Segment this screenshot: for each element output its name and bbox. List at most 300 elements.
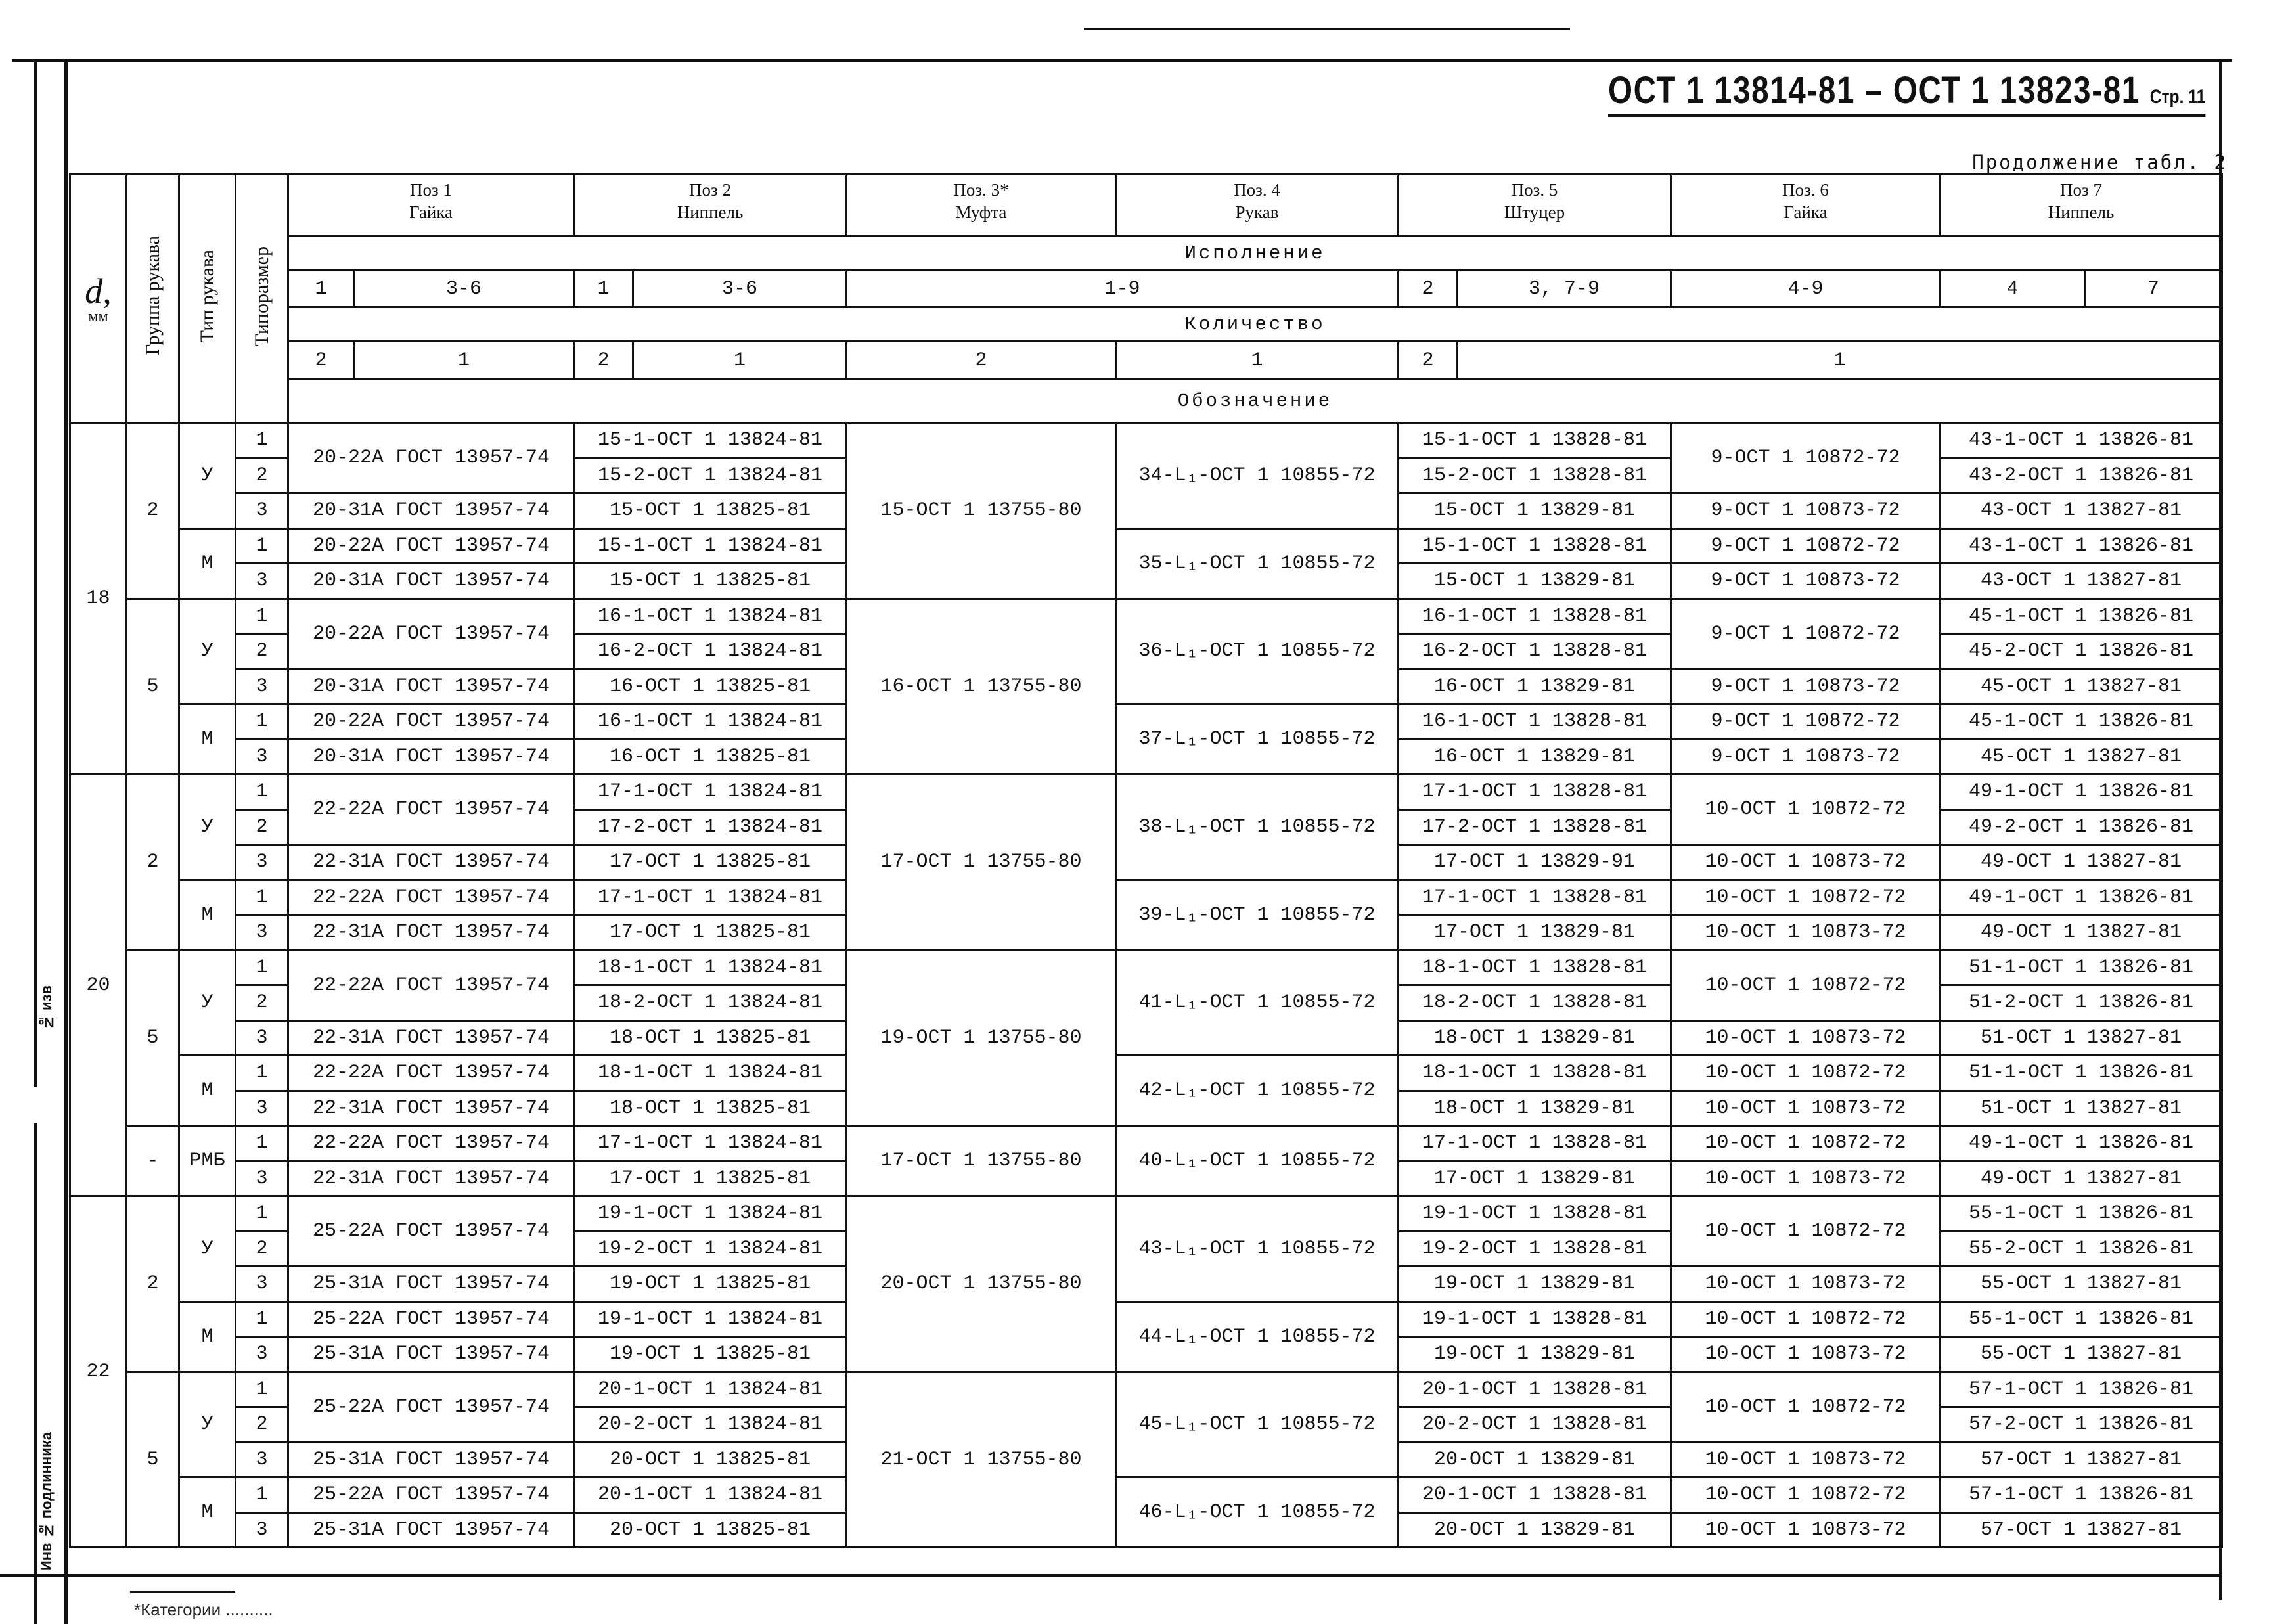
pos-3-number: Поз. 3* <box>953 180 1009 200</box>
qty-cell: 2 <box>1399 342 1458 380</box>
pos-1-number: Поз 1 <box>410 180 452 200</box>
exec-cell: 4 <box>1940 271 2085 307</box>
cell-p2: 18-ОСТ 1 13825-81 <box>574 1020 847 1056</box>
cell-p5: 16-2-ОСТ 1 13828-81 <box>1399 634 1671 669</box>
cell-p5: 20-ОСТ 1 13829-81 <box>1399 1442 1671 1477</box>
cell-s: 1 <box>236 1196 288 1232</box>
cell-p4: 36-L₁-ОСТ 1 10855-72 <box>1116 598 1399 704</box>
cell-p5: 18-1-ОСТ 1 13828-81 <box>1399 1056 1671 1091</box>
cell-t: У <box>179 423 236 529</box>
cell-p5: 17-ОСТ 1 13829-81 <box>1399 915 1671 951</box>
cell-p2: 20-2-ОСТ 1 13824-81 <box>574 1407 847 1443</box>
cell-p1: 22-22А ГОСТ 13957-74 <box>288 950 574 1020</box>
cell-p4: 45-L₁-ОСТ 1 10855-72 <box>1116 1372 1399 1477</box>
cell-s: 3 <box>236 564 288 599</box>
cell-s: 3 <box>236 1337 288 1372</box>
cell-p7: 49-2-ОСТ 1 13826-81 <box>1940 809 2222 845</box>
cell-t: М <box>179 1477 236 1548</box>
cell-p3: 17-ОСТ 1 13755-80 <box>847 775 1116 951</box>
exec-cell: 3-6 <box>354 271 574 307</box>
exec-cell: 1 <box>288 271 354 307</box>
pos-5-header <box>1399 175 1671 237</box>
cell-p7: 49-ОСТ 1 13827-81 <box>1940 1161 2222 1196</box>
cell-p5: 19-ОСТ 1 13829-81 <box>1399 1267 1671 1302</box>
cell-s: 3 <box>236 1161 288 1196</box>
cell-p4: 35-L₁-ОСТ 1 10855-72 <box>1116 528 1399 598</box>
cell-p4: 40-L₁-ОСТ 1 10855-72 <box>1116 1126 1399 1196</box>
cell-t: У <box>179 598 236 704</box>
cell-p4: 46-L₁-ОСТ 1 10855-72 <box>1116 1477 1399 1548</box>
table-row <box>70 1056 2222 1091</box>
cell-p3: 20-ОСТ 1 13755-80 <box>847 1196 1116 1372</box>
cell-p4: 37-L₁-ОСТ 1 10855-72 <box>1116 704 1399 775</box>
cell-p1: 22-31А ГОСТ 13957-74 <box>288 915 574 951</box>
cell-p7: 45-1-ОСТ 1 13826-81 <box>1940 598 2222 634</box>
section-execution: Исполнение <box>288 237 2222 271</box>
cell-p5: 19-1-ОСТ 1 13828-81 <box>1399 1301 1671 1337</box>
cell-p2: 19-1-ОСТ 1 13824-81 <box>574 1196 847 1232</box>
cell-p6: 10-ОСТ 1 10873-72 <box>1671 1091 1940 1126</box>
cell-p4: 39-L₁-ОСТ 1 10855-72 <box>1116 880 1399 950</box>
left-frame-line <box>64 59 68 1624</box>
cell-p6: 10-ОСТ 1 10873-72 <box>1671 1161 1940 1196</box>
cell-s: 1 <box>236 528 288 564</box>
cell-g: - <box>127 1126 179 1196</box>
cell-p7: 57-2-ОСТ 1 13826-81 <box>1940 1407 2222 1443</box>
pos-1-header <box>288 175 574 237</box>
cell-p4: 34-L₁-ОСТ 1 10855-72 <box>1116 423 1399 529</box>
cell-p5: 19-ОСТ 1 13829-81 <box>1399 1337 1671 1372</box>
cell-g: 5 <box>127 950 179 1126</box>
cell-p2: 17-1-ОСТ 1 13824-81 <box>574 775 847 810</box>
cell-s: 2 <box>236 1407 288 1443</box>
cell-p7: 45-ОСТ 1 13827-81 <box>1940 739 2222 775</box>
cell-p4: 38-L₁-ОСТ 1 10855-72 <box>1116 775 1399 880</box>
footnote-rule <box>130 1591 235 1593</box>
cell-p4: 42-L₁-ОСТ 1 10855-72 <box>1116 1056 1399 1126</box>
cell-p2: 18-1-ОСТ 1 13824-81 <box>574 1056 847 1091</box>
cell-t: М <box>179 880 236 950</box>
cell-s: 2 <box>236 458 288 493</box>
cell-s: 1 <box>236 1126 288 1162</box>
cell-p2: 16-2-ОСТ 1 13824-81 <box>574 634 847 669</box>
cell-p6: 10-ОСТ 1 10873-72 <box>1671 1512 1940 1548</box>
cell-s: 1 <box>236 598 288 634</box>
cell-t: У <box>179 775 236 880</box>
cell-p2: 19-2-ОСТ 1 13824-81 <box>574 1231 847 1267</box>
cell-s: 3 <box>236 1091 288 1126</box>
cell-s: 3 <box>236 845 288 880</box>
cell-p6: 10-ОСТ 1 10872-72 <box>1671 775 1940 845</box>
cell-p7: 45-2-ОСТ 1 13826-81 <box>1940 634 2222 669</box>
table-row <box>70 423 2222 459</box>
cell-p2: 20-1-ОСТ 1 13824-81 <box>574 1477 847 1513</box>
exec-cell: 1 <box>574 271 633 307</box>
cell-p5: 16-1-ОСТ 1 13828-81 <box>1399 598 1671 634</box>
cell-p6: 9-ОСТ 1 10872-72 <box>1671 598 1940 669</box>
cell-s: 2 <box>236 1231 288 1267</box>
cell-p2: 16-1-ОСТ 1 13824-81 <box>574 598 847 634</box>
cell-t: М <box>179 528 236 598</box>
cell-p6: 10-ОСТ 1 10873-72 <box>1671 1442 1940 1477</box>
exec-cell: 4-9 <box>1671 271 1940 307</box>
cell-s: 2 <box>236 985 288 1021</box>
cell-p7: 51-2-ОСТ 1 13826-81 <box>1940 985 2222 1021</box>
cell-d: 18 <box>70 423 127 775</box>
header-row-designation-title <box>70 380 2222 423</box>
exec-cell: 3, 7-9 <box>1458 271 1671 307</box>
cell-p5: 17-2-ОСТ 1 13828-81 <box>1399 809 1671 845</box>
cell-p4: 44-L₁-ОСТ 1 10855-72 <box>1116 1301 1399 1372</box>
cell-p2: 20-ОСТ 1 13825-81 <box>574 1512 847 1548</box>
cell-p1: 25-31А ГОСТ 13957-74 <box>288 1442 574 1477</box>
cell-s: 3 <box>236 669 288 704</box>
cell-s: 3 <box>236 493 288 529</box>
cell-p5: 15-ОСТ 1 13829-81 <box>1399 564 1671 599</box>
cell-p2: 16-ОСТ 1 13825-81 <box>574 739 847 775</box>
cell-t: У <box>179 1372 236 1477</box>
pos-2-name: Ниппель <box>677 202 744 222</box>
cell-p1: 25-31А ГОСТ 13957-74 <box>288 1267 574 1302</box>
exec-cell: 7 <box>2085 271 2222 307</box>
cell-p6: 10-ОСТ 1 10872-72 <box>1671 1126 1940 1162</box>
cell-p1: 22-22А ГОСТ 13957-74 <box>288 880 574 915</box>
cell-p5: 16-ОСТ 1 13829-81 <box>1399 669 1671 704</box>
cell-p5: 20-ОСТ 1 13829-81 <box>1399 1512 1671 1548</box>
cell-p6: 10-ОСТ 1 10872-72 <box>1671 1477 1940 1513</box>
cell-p7: 51-ОСТ 1 13827-81 <box>1940 1091 2222 1126</box>
cell-p5: 19-2-ОСТ 1 13828-81 <box>1399 1231 1671 1267</box>
exec-cell: 2 <box>1399 271 1458 307</box>
cell-p1: 22-22А ГОСТ 13957-74 <box>288 775 574 845</box>
col-header-group <box>127 175 179 423</box>
cell-s: 1 <box>236 1477 288 1513</box>
cell-p5: 19-1-ОСТ 1 13828-81 <box>1399 1196 1671 1232</box>
cell-p6: 10-ОСТ 1 10873-72 <box>1671 1337 1940 1372</box>
pos-7-header <box>1940 175 2222 237</box>
cell-p5: 17-ОСТ 1 13829-91 <box>1399 845 1671 880</box>
table-row <box>70 1372 2222 1407</box>
size-label: Типоразмер <box>250 246 273 346</box>
cell-p5: 18-ОСТ 1 13829-81 <box>1399 1091 1671 1126</box>
cell-p7: 43-2-ОСТ 1 13826-81 <box>1940 458 2222 493</box>
cell-p6: 10-ОСТ 1 10873-72 <box>1671 1020 1940 1056</box>
cell-p6: 9-ОСТ 1 10873-72 <box>1671 564 1940 599</box>
cell-p5: 17-1-ОСТ 1 13828-81 <box>1399 880 1671 915</box>
cell-p1: 20-22А ГОСТ 13957-74 <box>288 704 574 740</box>
cell-p6: 9-ОСТ 1 10872-72 <box>1671 704 1940 740</box>
cell-p2: 15-2-ОСТ 1 13824-81 <box>574 458 847 493</box>
cell-p1: 22-31А ГОСТ 13957-74 <box>288 1161 574 1196</box>
cell-p7: 51-1-ОСТ 1 13826-81 <box>1940 1056 2222 1091</box>
cell-p6: 10-ОСТ 1 10872-72 <box>1671 950 1940 1020</box>
pos-6-name: Гайка <box>1783 202 1828 222</box>
cell-p7: 57-1-ОСТ 1 13826-81 <box>1940 1477 2222 1513</box>
pos-3-name: Муфта <box>955 202 1007 222</box>
cell-p6: 9-ОСТ 1 10873-72 <box>1671 739 1940 775</box>
cell-p1: 20-31А ГОСТ 13957-74 <box>288 669 574 704</box>
cell-p6: 10-ОСТ 1 10873-72 <box>1671 915 1940 951</box>
cell-p7: 55-ОСТ 1 13827-81 <box>1940 1337 2222 1372</box>
cell-t: У <box>179 950 236 1056</box>
qty-cell: 1 <box>633 342 847 380</box>
cell-p3: 17-ОСТ 1 13755-80 <box>847 1126 1116 1196</box>
cell-p5: 15-2-ОСТ 1 13828-81 <box>1399 458 1671 493</box>
cell-p7: 55-2-ОСТ 1 13826-81 <box>1940 1231 2222 1267</box>
pos-4-header <box>1116 175 1399 237</box>
cell-p2: 20-ОСТ 1 13825-81 <box>574 1442 847 1477</box>
cell-p1: 25-22А ГОСТ 13957-74 <box>288 1372 574 1442</box>
cell-p5: 20-1-ОСТ 1 13828-81 <box>1399 1477 1671 1513</box>
cell-p2: 15-1-ОСТ 1 13824-81 <box>574 423 847 459</box>
top-frame-line <box>12 59 2232 62</box>
cell-p2: 17-1-ОСТ 1 13824-81 <box>574 1126 847 1162</box>
cell-p6: 9-ОСТ 1 10873-72 <box>1671 493 1940 529</box>
cell-p2: 18-2-ОСТ 1 13824-81 <box>574 985 847 1021</box>
cell-t: М <box>179 704 236 775</box>
cell-p1: 20-31А ГОСТ 13957-74 <box>288 564 574 599</box>
cell-p6: 10-ОСТ 1 10872-72 <box>1671 1301 1940 1337</box>
cell-p1: 22-31А ГОСТ 13957-74 <box>288 845 574 880</box>
table-row <box>70 1196 2222 1232</box>
cell-p2: 15-1-ОСТ 1 13824-81 <box>574 528 847 564</box>
cell-p2: 15-ОСТ 1 13825-81 <box>574 493 847 529</box>
cell-t: РМБ <box>179 1126 236 1196</box>
cell-s: 1 <box>236 950 288 985</box>
type-label: Тип рукава <box>196 249 218 343</box>
cell-p5: 18-1-ОСТ 1 13828-81 <box>1399 950 1671 985</box>
cell-d: 20 <box>70 775 127 1196</box>
cell-p7: 43-ОСТ 1 13827-81 <box>1940 493 2222 529</box>
cell-p5: 17-1-ОСТ 1 13828-81 <box>1399 775 1671 810</box>
pos-2-header <box>574 175 847 237</box>
cell-p7: 55-1-ОСТ 1 13826-81 <box>1940 1301 2222 1337</box>
specification-table <box>69 173 2223 1548</box>
cell-p6: 9-ОСТ 1 10872-72 <box>1671 423 1940 493</box>
header-row-quantity-title <box>70 307 2222 342</box>
cell-p7: 43-1-ОСТ 1 13826-81 <box>1940 423 2222 459</box>
cell-p5: 20-1-ОСТ 1 13828-81 <box>1399 1372 1671 1407</box>
cell-s: 2 <box>236 634 288 669</box>
table-row <box>70 1301 2222 1337</box>
cell-p7: 51-1-ОСТ 1 13826-81 <box>1940 950 2222 985</box>
exec-cell: 3-6 <box>633 271 847 307</box>
cell-p4: 41-L₁-ОСТ 1 10855-72 <box>1116 950 1399 1056</box>
pos-7-number: Поз 7 <box>2060 180 2102 200</box>
cell-s: 3 <box>236 915 288 951</box>
cell-p2: 16-ОСТ 1 13825-81 <box>574 669 847 704</box>
cell-p2: 18-1-ОСТ 1 13824-81 <box>574 950 847 985</box>
cell-p1: 20-31А ГОСТ 13957-74 <box>288 493 574 529</box>
d-symbol: d, <box>85 271 112 311</box>
cell-s: 1 <box>236 880 288 915</box>
bottom-frame-line <box>0 1574 2222 1577</box>
cell-p7: 51-ОСТ 1 13827-81 <box>1940 1020 2222 1056</box>
top-edge-mark <box>1084 28 1570 30</box>
cell-p7: 55-1-ОСТ 1 13826-81 <box>1940 1196 2222 1232</box>
cell-p6: 10-ОСТ 1 10872-72 <box>1671 1196 1940 1267</box>
table-row <box>70 598 2222 634</box>
qty-cell: 2 <box>847 342 1116 380</box>
cell-p7: 43-1-ОСТ 1 13826-81 <box>1940 528 2222 564</box>
cell-p1: 25-31А ГОСТ 13957-74 <box>288 1512 574 1548</box>
cell-p7: 49-ОСТ 1 13827-81 <box>1940 915 2222 951</box>
cell-p2: 17-ОСТ 1 13825-81 <box>574 845 847 880</box>
cell-p1: 25-31А ГОСТ 13957-74 <box>288 1337 574 1372</box>
cell-s: 1 <box>236 775 288 810</box>
cell-p5: 16-1-ОСТ 1 13828-81 <box>1399 704 1671 740</box>
table-row <box>70 1126 2222 1162</box>
section-designation: Обозначение <box>288 380 2222 423</box>
qty-cell: 1 <box>1458 342 2222 380</box>
section-quantity: Количество <box>288 307 2222 342</box>
cell-s: 3 <box>236 1267 288 1302</box>
cell-p5: 15-1-ОСТ 1 13828-81 <box>1399 423 1671 459</box>
cell-p2: 20-1-ОСТ 1 13824-81 <box>574 1372 847 1407</box>
cell-p1: 25-22А ГОСТ 13957-74 <box>288 1477 574 1513</box>
header-row-positions <box>70 175 2222 237</box>
qty-cell: 2 <box>574 342 633 380</box>
cell-p5: 16-ОСТ 1 13829-81 <box>1399 739 1671 775</box>
cell-p6: 10-ОСТ 1 10872-72 <box>1671 880 1940 915</box>
cell-p6: 10-ОСТ 1 10873-72 <box>1671 845 1940 880</box>
cell-p2: 15-ОСТ 1 13825-81 <box>574 564 847 599</box>
cell-p7: 45-1-ОСТ 1 13826-81 <box>1940 704 2222 740</box>
cell-p7: 49-1-ОСТ 1 13826-81 <box>1940 880 2222 915</box>
binding-strip-line-lower <box>34 1123 37 1624</box>
header-row-quantity <box>70 342 2222 380</box>
table-row <box>70 880 2222 915</box>
cell-s: 3 <box>236 739 288 775</box>
pos-5-number: Поз. 5 <box>1511 180 1558 200</box>
cell-s: 1 <box>236 423 288 459</box>
table-row <box>70 1477 2222 1513</box>
cell-t: М <box>179 1301 236 1372</box>
cell-p1: 25-22А ГОСТ 13957-74 <box>288 1301 574 1337</box>
cell-p2: 17-1-ОСТ 1 13824-81 <box>574 880 847 915</box>
table-body <box>70 175 2222 1548</box>
cell-t: М <box>179 1056 236 1126</box>
qty-cell: 2 <box>288 342 354 380</box>
cell-d: 22 <box>70 1196 127 1548</box>
cell-p7: 43-ОСТ 1 13827-81 <box>1940 564 2222 599</box>
cell-p3: 15-ОСТ 1 13755-80 <box>847 423 1116 599</box>
cell-p2: 17-ОСТ 1 13825-81 <box>574 915 847 951</box>
cell-p6: 10-ОСТ 1 10873-72 <box>1671 1267 1940 1302</box>
cell-p7: 57-ОСТ 1 13827-81 <box>1940 1442 2222 1477</box>
cell-p2: 19-ОСТ 1 13825-81 <box>574 1267 847 1302</box>
side-label-revision: № изв <box>38 985 55 1031</box>
cell-p5: 17-ОСТ 1 13829-81 <box>1399 1161 1671 1196</box>
pos-6-header <box>1671 175 1940 237</box>
cell-s: 3 <box>236 1512 288 1548</box>
exec-cell: 1-9 <box>847 271 1399 307</box>
cell-p5: 18-ОСТ 1 13829-81 <box>1399 1020 1671 1056</box>
col-header-type <box>179 175 236 423</box>
cell-s: 2 <box>236 809 288 845</box>
cell-p1: 22-22А ГОСТ 13957-74 <box>288 1056 574 1091</box>
cell-p1: 22-31А ГОСТ 13957-74 <box>288 1020 574 1056</box>
table-row <box>70 704 2222 740</box>
cell-p1: 22-22А ГОСТ 13957-74 <box>288 1126 574 1162</box>
col-header-d <box>70 175 127 423</box>
cell-p2: 16-1-ОСТ 1 13824-81 <box>574 704 847 740</box>
cell-p4: 43-L₁-ОСТ 1 10855-72 <box>1116 1196 1399 1302</box>
page-label: Стр. 11 <box>2149 86 2206 108</box>
cell-p7: 49-1-ОСТ 1 13826-81 <box>1940 775 2222 810</box>
pos-4-number: Поз. 4 <box>1234 180 1280 200</box>
cell-p5: 17-1-ОСТ 1 13828-81 <box>1399 1126 1671 1162</box>
cell-s: 1 <box>236 704 288 740</box>
cell-p2: 17-ОСТ 1 13825-81 <box>574 1161 847 1196</box>
pos-4-name: Рукав <box>1235 202 1279 222</box>
cell-p6: 9-ОСТ 1 10872-72 <box>1671 528 1940 564</box>
cell-g: 2 <box>127 423 179 599</box>
binding-strip-line <box>34 62 37 1087</box>
cell-p7: 49-ОСТ 1 13827-81 <box>1940 845 2222 880</box>
cell-p7: 57-1-ОСТ 1 13826-81 <box>1940 1372 2222 1407</box>
standard-stamp <box>1608 68 2205 117</box>
table-row <box>70 775 2222 810</box>
cell-p7: 55-ОСТ 1 13827-81 <box>1940 1267 2222 1302</box>
cell-p2: 19-ОСТ 1 13825-81 <box>574 1337 847 1372</box>
table-row <box>70 950 2222 985</box>
cell-p6: 10-ОСТ 1 10872-72 <box>1671 1056 1940 1091</box>
cell-p3: 16-ОСТ 1 13755-80 <box>847 598 1116 775</box>
cell-p1: 25-22А ГОСТ 13957-74 <box>288 1196 574 1267</box>
qty-cell: 1 <box>1116 342 1399 380</box>
cell-p2: 17-2-ОСТ 1 13824-81 <box>574 809 847 845</box>
cell-p5: 18-2-ОСТ 1 13828-81 <box>1399 985 1671 1021</box>
header-row-execution-title <box>70 237 2222 271</box>
cell-p1: 20-22А ГОСТ 13957-74 <box>288 423 574 493</box>
cell-p3: 21-ОСТ 1 13755-80 <box>847 1372 1116 1548</box>
cell-g: 5 <box>127 598 179 775</box>
col-header-size <box>236 175 288 423</box>
standard-number: ОСТ 1 13814-81 – ОСТ 1 13823-81 <box>1608 69 2140 112</box>
cell-p5: 15-ОСТ 1 13829-81 <box>1399 493 1671 529</box>
cell-t: У <box>179 1196 236 1302</box>
cell-p1: 20-22А ГОСТ 13957-74 <box>288 598 574 669</box>
cell-p6: 10-ОСТ 1 10872-72 <box>1671 1372 1940 1442</box>
side-label-original: Инв № подлинника <box>38 1432 55 1571</box>
cell-p2: 19-1-ОСТ 1 13824-81 <box>574 1301 847 1337</box>
cell-s: 1 <box>236 1056 288 1091</box>
cell-g: 2 <box>127 1196 179 1372</box>
cell-p7: 57-ОСТ 1 13827-81 <box>1940 1512 2222 1548</box>
pos-1-name: Гайка <box>409 202 453 222</box>
cell-p7: 45-ОСТ 1 13827-81 <box>1940 669 2222 704</box>
cell-g: 2 <box>127 775 179 951</box>
cell-p1: 22-31А ГОСТ 13957-74 <box>288 1091 574 1126</box>
pos-2-number: Поз 2 <box>689 180 731 200</box>
qty-cell: 1 <box>354 342 574 380</box>
group-label: Группа рукава <box>141 236 164 356</box>
cell-s: 3 <box>236 1442 288 1477</box>
header-row-execution <box>70 271 2222 307</box>
cell-p7: 49-1-ОСТ 1 13826-81 <box>1940 1126 2222 1162</box>
cell-p5: 15-1-ОСТ 1 13828-81 <box>1399 528 1671 564</box>
pos-3-header <box>847 175 1116 237</box>
pos-5-name: Штуцер <box>1504 202 1565 222</box>
cell-p1: 20-22А ГОСТ 13957-74 <box>288 528 574 564</box>
d-unit: мм <box>88 307 108 325</box>
cell-s: 1 <box>236 1372 288 1407</box>
pos-6-number: Поз. 6 <box>1782 180 1829 200</box>
cell-p2: 18-ОСТ 1 13825-81 <box>574 1091 847 1126</box>
cell-s: 1 <box>236 1301 288 1337</box>
cell-p1: 20-31А ГОСТ 13957-74 <box>288 739 574 775</box>
